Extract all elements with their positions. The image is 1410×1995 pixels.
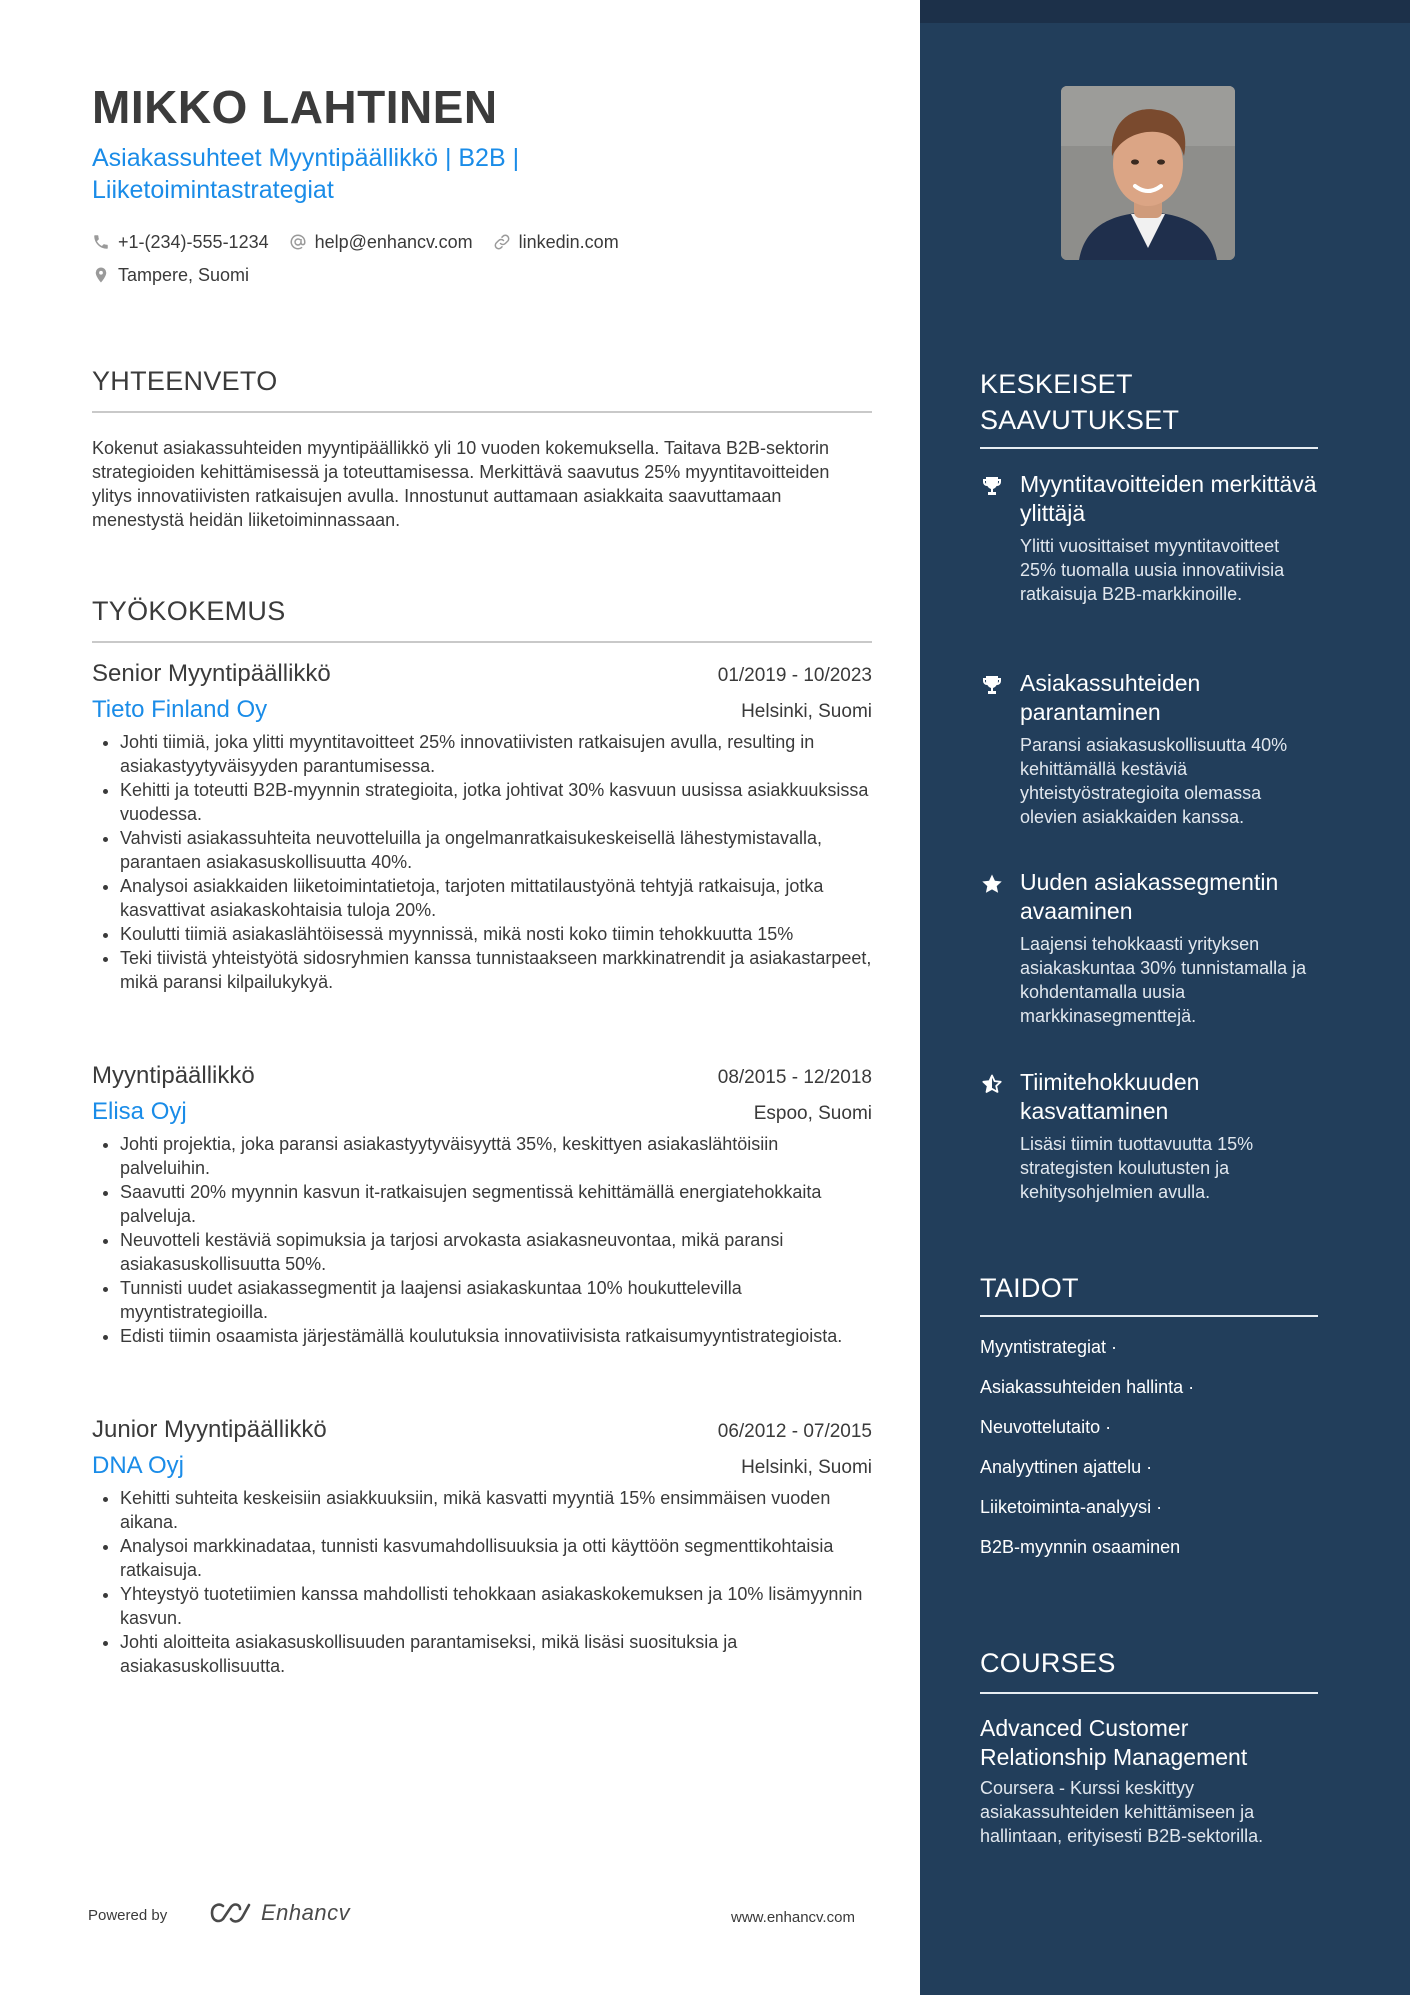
- job-company: Elisa Oyj: [92, 1098, 187, 1125]
- contact-phone[interactable]: [92, 232, 269, 253]
- achievement-text: Paransi asiakasuskollisuutta 40% kehittämällä kestäviä yhteistyöstrategioita olemassa olevien asiakkaiden kanssa.: [1020, 735, 1288, 827]
- job-bullet: • Kehitti ja toteutti B2B-myynnin strategioita, jotka johtivat 30% kasvuun uusissa asiakkuuksissa vuodessa.: [120, 778, 872, 826]
- job-bullet: • Neuvotteli kestäviä sopimuksia ja tarjosi arvokasta asiakasneuvontaa, mikä paransi asiakasuskollisuutta 50%.: [120, 1228, 872, 1276]
- contact-email[interactable]: [289, 232, 473, 253]
- job-bullet: • Teki tiivistä yhteistyötä sidosryhmien kanssa tunnistaakseen markkinatrendit ja asiakastarpeet, mikä paransi kilpailukykyä.: [120, 946, 872, 994]
- skill-item: Analyyttinen ajattelu ·: [980, 1457, 1153, 1477]
- job-bullet: • Yhteystyö tuotetiimien kanssa mahdollisti tehokkaan asiakaskokemuksen ja 10% lisämyynnin kasvun.: [120, 1582, 872, 1630]
- skill-item: B2B-myynnin osaaminen: [980, 1537, 1181, 1557]
- job-bullets: [92, 1132, 872, 1348]
- sidebar-top-band: [920, 0, 1410, 23]
- contact-info: [92, 229, 712, 295]
- job-company: Tieto Finland Oy: [92, 696, 268, 723]
- job-dates: 01/2019 - 10/2023: [717, 665, 872, 686]
- job-bullet: • Koulutti tiimiä asiakaslähtöisessä myynnissä, mikä nosti koko tiimin tehokkuutta 15%: [120, 922, 872, 946]
- job-entry: [92, 1416, 872, 1678]
- course-item: [980, 1714, 1318, 1848]
- course-description: Coursera - Kurssi keskittyy asiakassuhteiden kehittämiseen ja hallintaan, erityisesti B2B-sektorilla.: [980, 1778, 1264, 1846]
- job-bullet: • Johti projektia, joka paransi asiakastyytyväisyyttä 35%, keskittyen asiakaslähtöisiin palveluihin.: [120, 1132, 872, 1180]
- achievement-title: Asiakassuhteiden parantaminen: [1020, 670, 1201, 725]
- trophy-icon: [980, 673, 1004, 697]
- footer-powered-by: Powered by: [88, 1907, 168, 1924]
- candidate-tagline: Asiakassuhteet Myyntipäällikkö | B2B | Liiketoimintastrategiat: [92, 144, 520, 204]
- experience-divider: [92, 641, 872, 643]
- job-bullet: • Edisti tiimin osaamista järjestämällä koulutuksia innovatiivisista ratkaisumyyntistrategioista.: [120, 1324, 872, 1348]
- achievement-title: Tiimitehokkuuden kasvattaminen: [1020, 1069, 1200, 1124]
- phone-icon: [92, 233, 110, 251]
- linkedin-text: linkedin.com: [518, 231, 619, 252]
- summary-text: Kokenut asiakassuhteiden myyntipäällikkö yli 10 vuoden kokemuksella. Taitava B2B-sektorin strategioiden kehittämisessä ja toteuttamisessa. Merkittävä saavutus 25% myyntitavoitteiden ylitys innovatiivisten ratkaisujen avulla. Innostunut auttamaan asiakkaita saavuttamaan menestystä heidän liiketoiminnassaan.: [92, 438, 830, 530]
- job-location: Espoo, Suomi: [753, 1103, 872, 1124]
- half-star-icon: [980, 1072, 1004, 1096]
- job-bullets: [92, 1486, 872, 1678]
- job-bullets: [92, 730, 872, 994]
- achievement-text: Ylitti vuosittaiset myyntitavoitteet 25% tuomalla uusia innovatiivisia ratkaisuja B2B-markkinoille.: [1020, 536, 1285, 604]
- achievement-title: Uuden asiakassegmentin avaaminen: [1020, 869, 1279, 924]
- skill-item: Neuvottelutaito ·: [980, 1417, 1112, 1437]
- email-text: help@enhancv.com: [314, 231, 473, 252]
- job-bullet: • Johti aloitteita asiakasuskollisuuden parantamiseksi, mikä lisäsi suosituksia ja asiakasuskollisuutta.: [120, 1630, 872, 1678]
- trophy-icon: [980, 474, 1004, 498]
- job-bullet: • Analysoi asiakkaiden liiketoimintatietoja, tarjoten mittatilaustyönä tehtyjä ratkaisuja, jotka kasvattivat asiakaskohtaisia tuloja 20%.: [120, 874, 872, 922]
- at-icon: [289, 233, 307, 251]
- job-location: Helsinki, Suomi: [741, 701, 872, 722]
- enhancv-logo-icon: [207, 1900, 255, 1926]
- skills-heading: TAIDOT: [980, 1273, 1079, 1303]
- achievements-heading: KESKEISET SAAVUTUKSET: [980, 369, 1180, 435]
- job-entry: [92, 1062, 872, 1348]
- experience-heading: TYÖKOKEMUS: [92, 596, 286, 626]
- achievement-title: Myyntitavoitteiden merkittävä ylittäjä: [1020, 471, 1317, 526]
- footer-url[interactable]: www.enhancv.com: [731, 1909, 855, 1926]
- job-bullet: • Analysoi markkinadataa, tunnisti kasvumahdollisuuksia ja otti käyttöön segmenttikohtaisia ratkaisuja.: [120, 1534, 872, 1582]
- job-company: DNA Oyj: [92, 1452, 185, 1479]
- phone-text: +1-(234)-555-1234: [118, 231, 269, 252]
- star-icon: [980, 872, 1004, 896]
- skills-list: [980, 1336, 1318, 1576]
- achievement-text: Laajensi tehokkaasti yrityksen asiakaskuntaa 30% tunnistamalla ja kohdentamalla uusia markkinasegmenttejä.: [1020, 934, 1307, 1026]
- course-title: Advanced Customer Relationship Management: [980, 1715, 1248, 1770]
- profile-photo: [1061, 86, 1235, 260]
- courses-heading: COURSES: [980, 1648, 1116, 1678]
- job-location: Helsinki, Suomi: [741, 1457, 872, 1478]
- skills-divider: [980, 1315, 1318, 1317]
- courses-divider: [980, 1692, 1318, 1694]
- achievements-divider: [980, 447, 1318, 449]
- job-dates: 08/2015 - 12/2018: [717, 1067, 872, 1088]
- location-text: Tampere, Suomi: [118, 264, 250, 285]
- achievement-item: [980, 1068, 1318, 1204]
- job-bullet: • Tunnisti uudet asiakassegmentit ja laajensi asiakaskuntaa 10% houkuttelevilla myyntistrategioilla.: [120, 1276, 872, 1324]
- footer-brand-name: Enhancv: [261, 1900, 351, 1925]
- footer-brand-logo[interactable]: [207, 1900, 350, 1926]
- summary-divider: [92, 411, 872, 413]
- job-title: Senior Myyntipäällikkö: [92, 660, 331, 687]
- job-dates: 06/2012 - 07/2015: [717, 1421, 872, 1442]
- contact-linkedin[interactable]: [493, 232, 619, 253]
- achievement-item: [980, 669, 1318, 829]
- job-title: Myyntipäällikkö: [92, 1062, 255, 1089]
- link-icon: [493, 233, 511, 251]
- job-bullet: • Kehitti suhteita keskeisiin asiakkuuksiin, mikä kasvatti myyntiä 15% ensimmäisen vuoden aikana.: [120, 1486, 872, 1534]
- summary-heading: YHTEENVETO: [92, 366, 278, 396]
- location-pin-icon: [92, 266, 110, 284]
- skill-item: Liiketoiminta-analyysi ·: [980, 1497, 1163, 1517]
- job-entry: [92, 660, 872, 994]
- skill-item: Asiakassuhteiden hallinta ·: [980, 1377, 1195, 1397]
- job-bullet: • Johti tiimiä, joka ylitti myyntitavoitteet 25% innovatiivisten ratkaisujen avulla, resulting in asiakastyytyväisyyden parantumisessa.: [120, 730, 872, 778]
- achievement-item: [980, 868, 1318, 1028]
- job-bullet: • Saavutti 20% myynnin kasvun it-ratkaisujen segmentissä kehittämällä energiatehokkaita palveluja.: [120, 1180, 872, 1228]
- job-bullet: • Vahvisti asiakassuhteita neuvotteluilla ja ongelmanratkaisukeskeisellä lähestymistavalla, parantaen asiakasuskollisuutta 40%.: [120, 826, 872, 874]
- profile-photo-image: [1061, 86, 1235, 260]
- contact-location: [92, 265, 249, 286]
- job-title: Junior Myyntipäällikkö: [92, 1416, 327, 1443]
- achievement-text: Lisäsi tiimin tuottavuutta 15% strategisten koulutusten ja kehitysohjelmien avulla.: [1020, 1134, 1254, 1202]
- skill-item: Myyntistrategiat ·: [980, 1337, 1118, 1357]
- candidate-name: MIKKO LAHTINEN: [92, 81, 498, 133]
- achievement-item: [980, 470, 1318, 606]
